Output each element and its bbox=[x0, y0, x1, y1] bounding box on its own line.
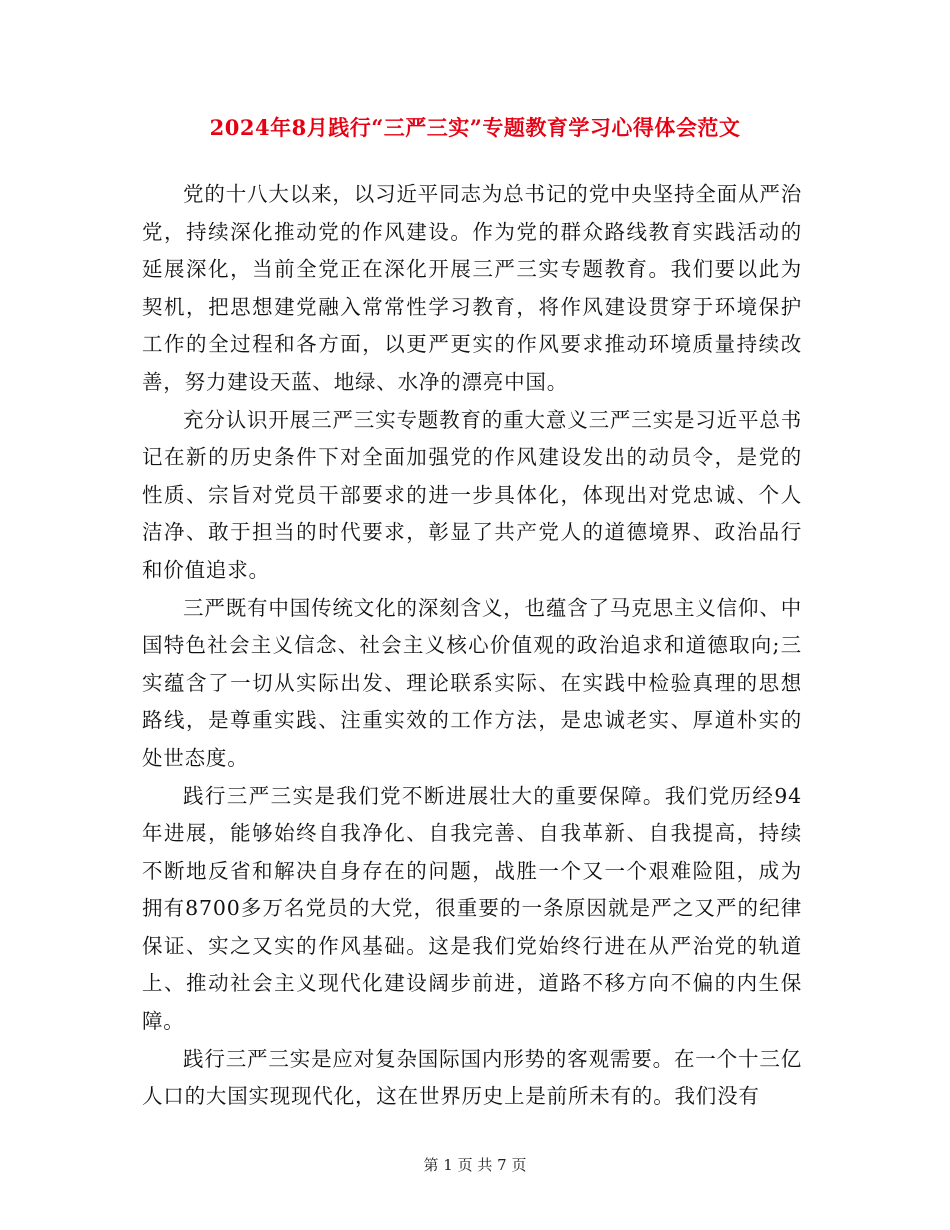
paragraph: 充分认识开展三严三实专题教育的重大意义三严三实是习近平总书记在新的历史条件下对全面加强党的作风建设发出的动员令，是党的性质、宗旨对党员干部要求的进一步具体化，体现出对党忠诚、个人洁净、敢于担当的时代要求，彰显了共产党人的道德境界、政治品行和价值追求。 bbox=[142, 407, 802, 582]
paragraph: 党的十八大以来，以习近平同志为总书记的党中央坚持全面从严治党，持续深化推动党的作风建设。作为党的群众路线教育实践活动的延展深化，当前全党正在深化开展三严三实专题教育。我们要以此为契机，把思想建党融入常常性学习教育，将作风建设贯穿于环境保护工作的全过程和各方面，以更严更实的作风要求推动环境质量持续改善，努力建设天蓝、地绿、水净的漂亮中国。 bbox=[142, 182, 802, 394]
paragraph: 践行三严三实是应对复杂国际国内形势的客观需要。在一个十三亿人口的大国实现现代化，这在世界历史上是前所未有的。我们没有 bbox=[142, 1046, 802, 1109]
paragraph: 三严既有中国传统文化的深刻含义，也蕴含了马克思主义信仰、中国特色社会主义信念、社会主义核心价值观的政治追求和道德取向;三实蕴含了一切从实际出发、理论联系实际、在实践中检验真理的思想路线，是尊重实践、注重实效的工作方法，是忠诚老实、厚道朴实的处世态度。 bbox=[142, 595, 802, 770]
document-body bbox=[142, 176, 802, 1116]
page-number-footer: 第 1 页 共 7 页 bbox=[423, 1156, 527, 1174]
paragraph: 践行三严三实是我们党不断进展壮大的重要保障。我们党历经94年进展，能够始终自我净化、自我完善、自我革新、自我提高，持续不断地反省和解决自身存在的问题，战胜一个又一个艰难险阻，成为拥有8700多万名党员的大党，很重要的一条原因就是严之又严的纪律保证、实之又实的作风基础。这是我们党始终行进在从严治党的轨道上、推动社会主义现代化建设阔步前进，道路不移方向不偏的内生保障。 bbox=[142, 783, 802, 1034]
document-title: 2024年8月践行“三严三实”专题教育学习心得体会范文 bbox=[209, 115, 741, 140]
